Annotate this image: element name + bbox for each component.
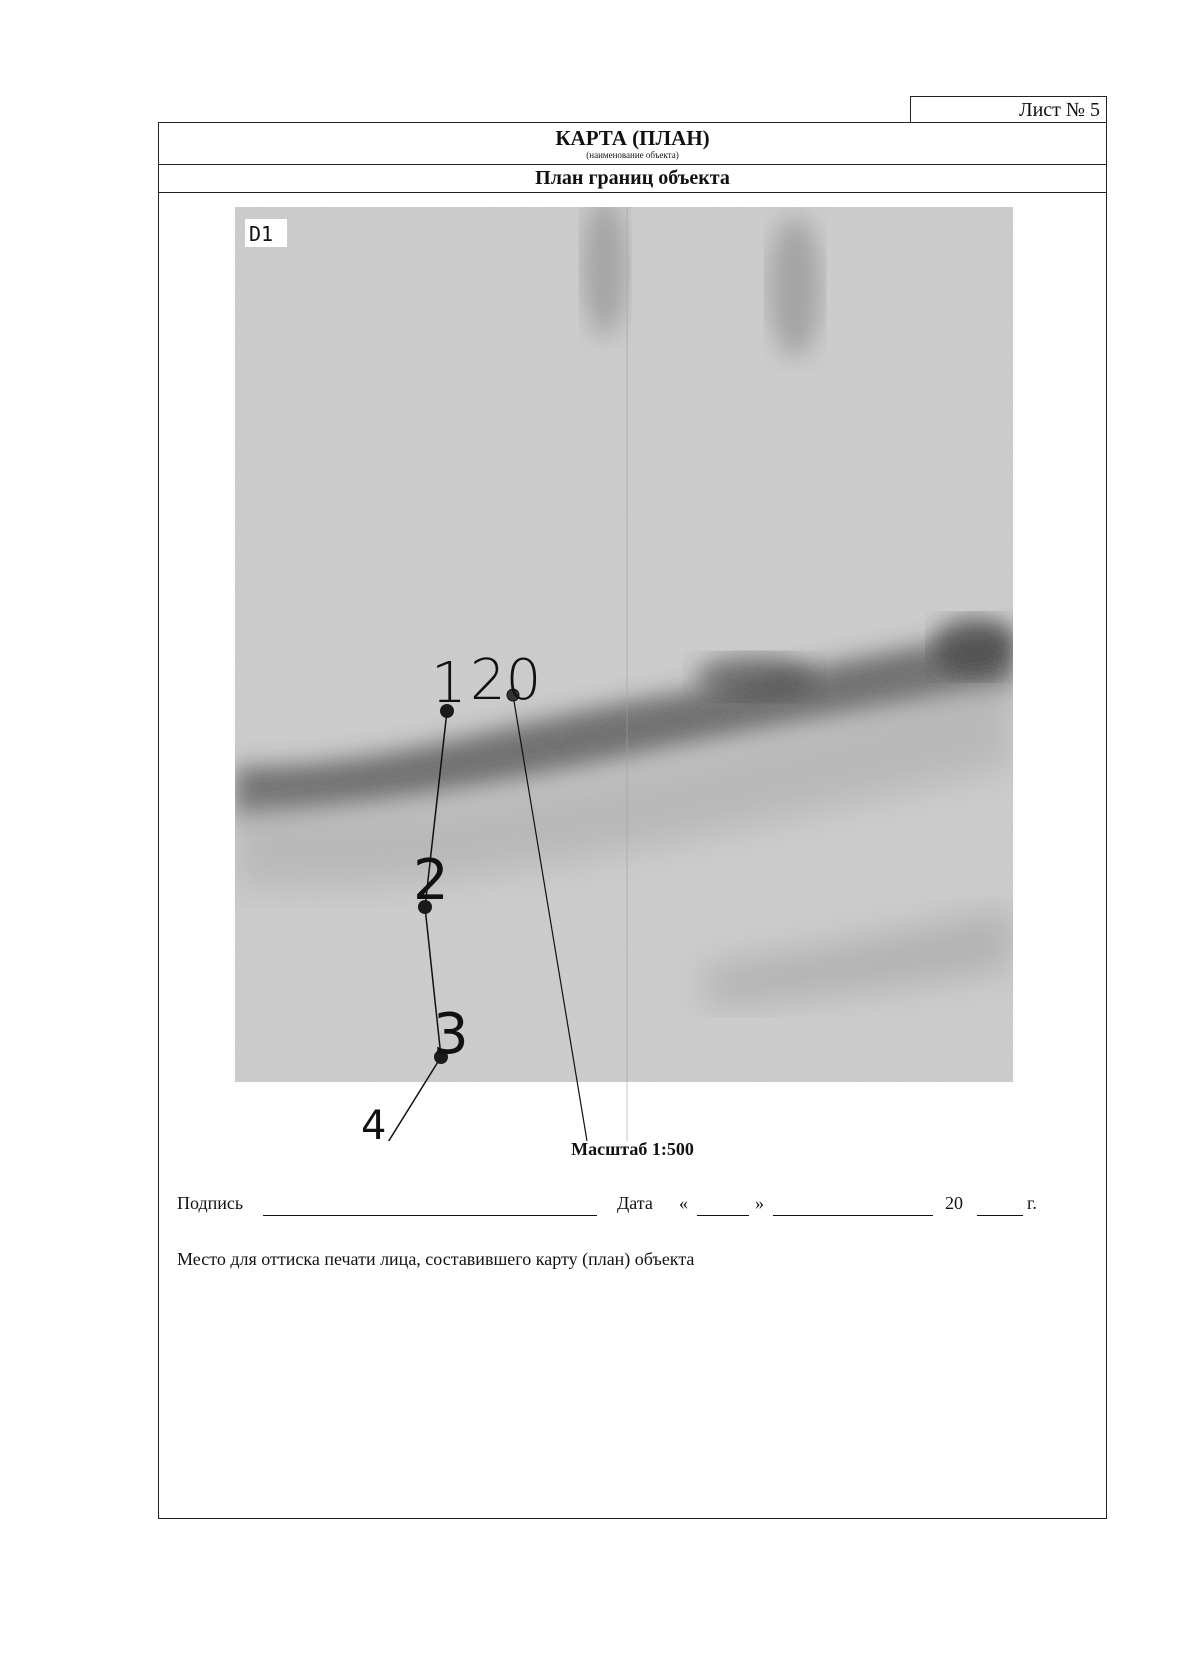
white-bottom-fade <box>235 1082 1013 1141</box>
point-label-1: 1 <box>431 651 467 716</box>
document-frame <box>158 122 1107 1519</box>
year-suffix: г. <box>1027 1193 1037 1213</box>
date-month-line[interactable] <box>773 1215 933 1216</box>
point-label-20: 20 <box>470 648 542 713</box>
point-label-3: 3 <box>433 1002 469 1067</box>
title-row <box>159 123 1106 165</box>
sheet-number-box <box>910 96 1107 123</box>
signature-line[interactable] <box>263 1215 597 1216</box>
signature-row <box>177 1193 1077 1223</box>
date-label: Дата <box>617 1193 653 1213</box>
date-quote-open: « <box>679 1193 688 1213</box>
plan-heading: План границ объекта <box>159 165 1106 193</box>
sheet-code: D1 <box>249 222 274 246</box>
map-grain <box>235 207 1013 1141</box>
date-year-line[interactable] <box>977 1215 1023 1216</box>
date-quote-close: » <box>755 1193 764 1213</box>
stamp-placeholder-text: Место для оттиска печати лица, составившего карту (план) объекта <box>177 1249 695 1269</box>
point-label-2: 2 <box>413 848 449 913</box>
date-day-line[interactable] <box>697 1215 749 1216</box>
document-title: КАРТА (ПЛАН) <box>555 126 710 150</box>
sheet-number: Лист № 5 <box>1019 99 1100 121</box>
signature-label: Подпись <box>177 1193 244 1213</box>
map-scale: Масштаб 1:500 <box>571 1139 694 1159</box>
boundary-map <box>235 207 1013 1141</box>
year-prefix: 20 <box>945 1193 963 1213</box>
document-subtitle: (наименование объекта) <box>586 150 679 160</box>
point-label-4: 4 <box>361 1103 387 1141</box>
